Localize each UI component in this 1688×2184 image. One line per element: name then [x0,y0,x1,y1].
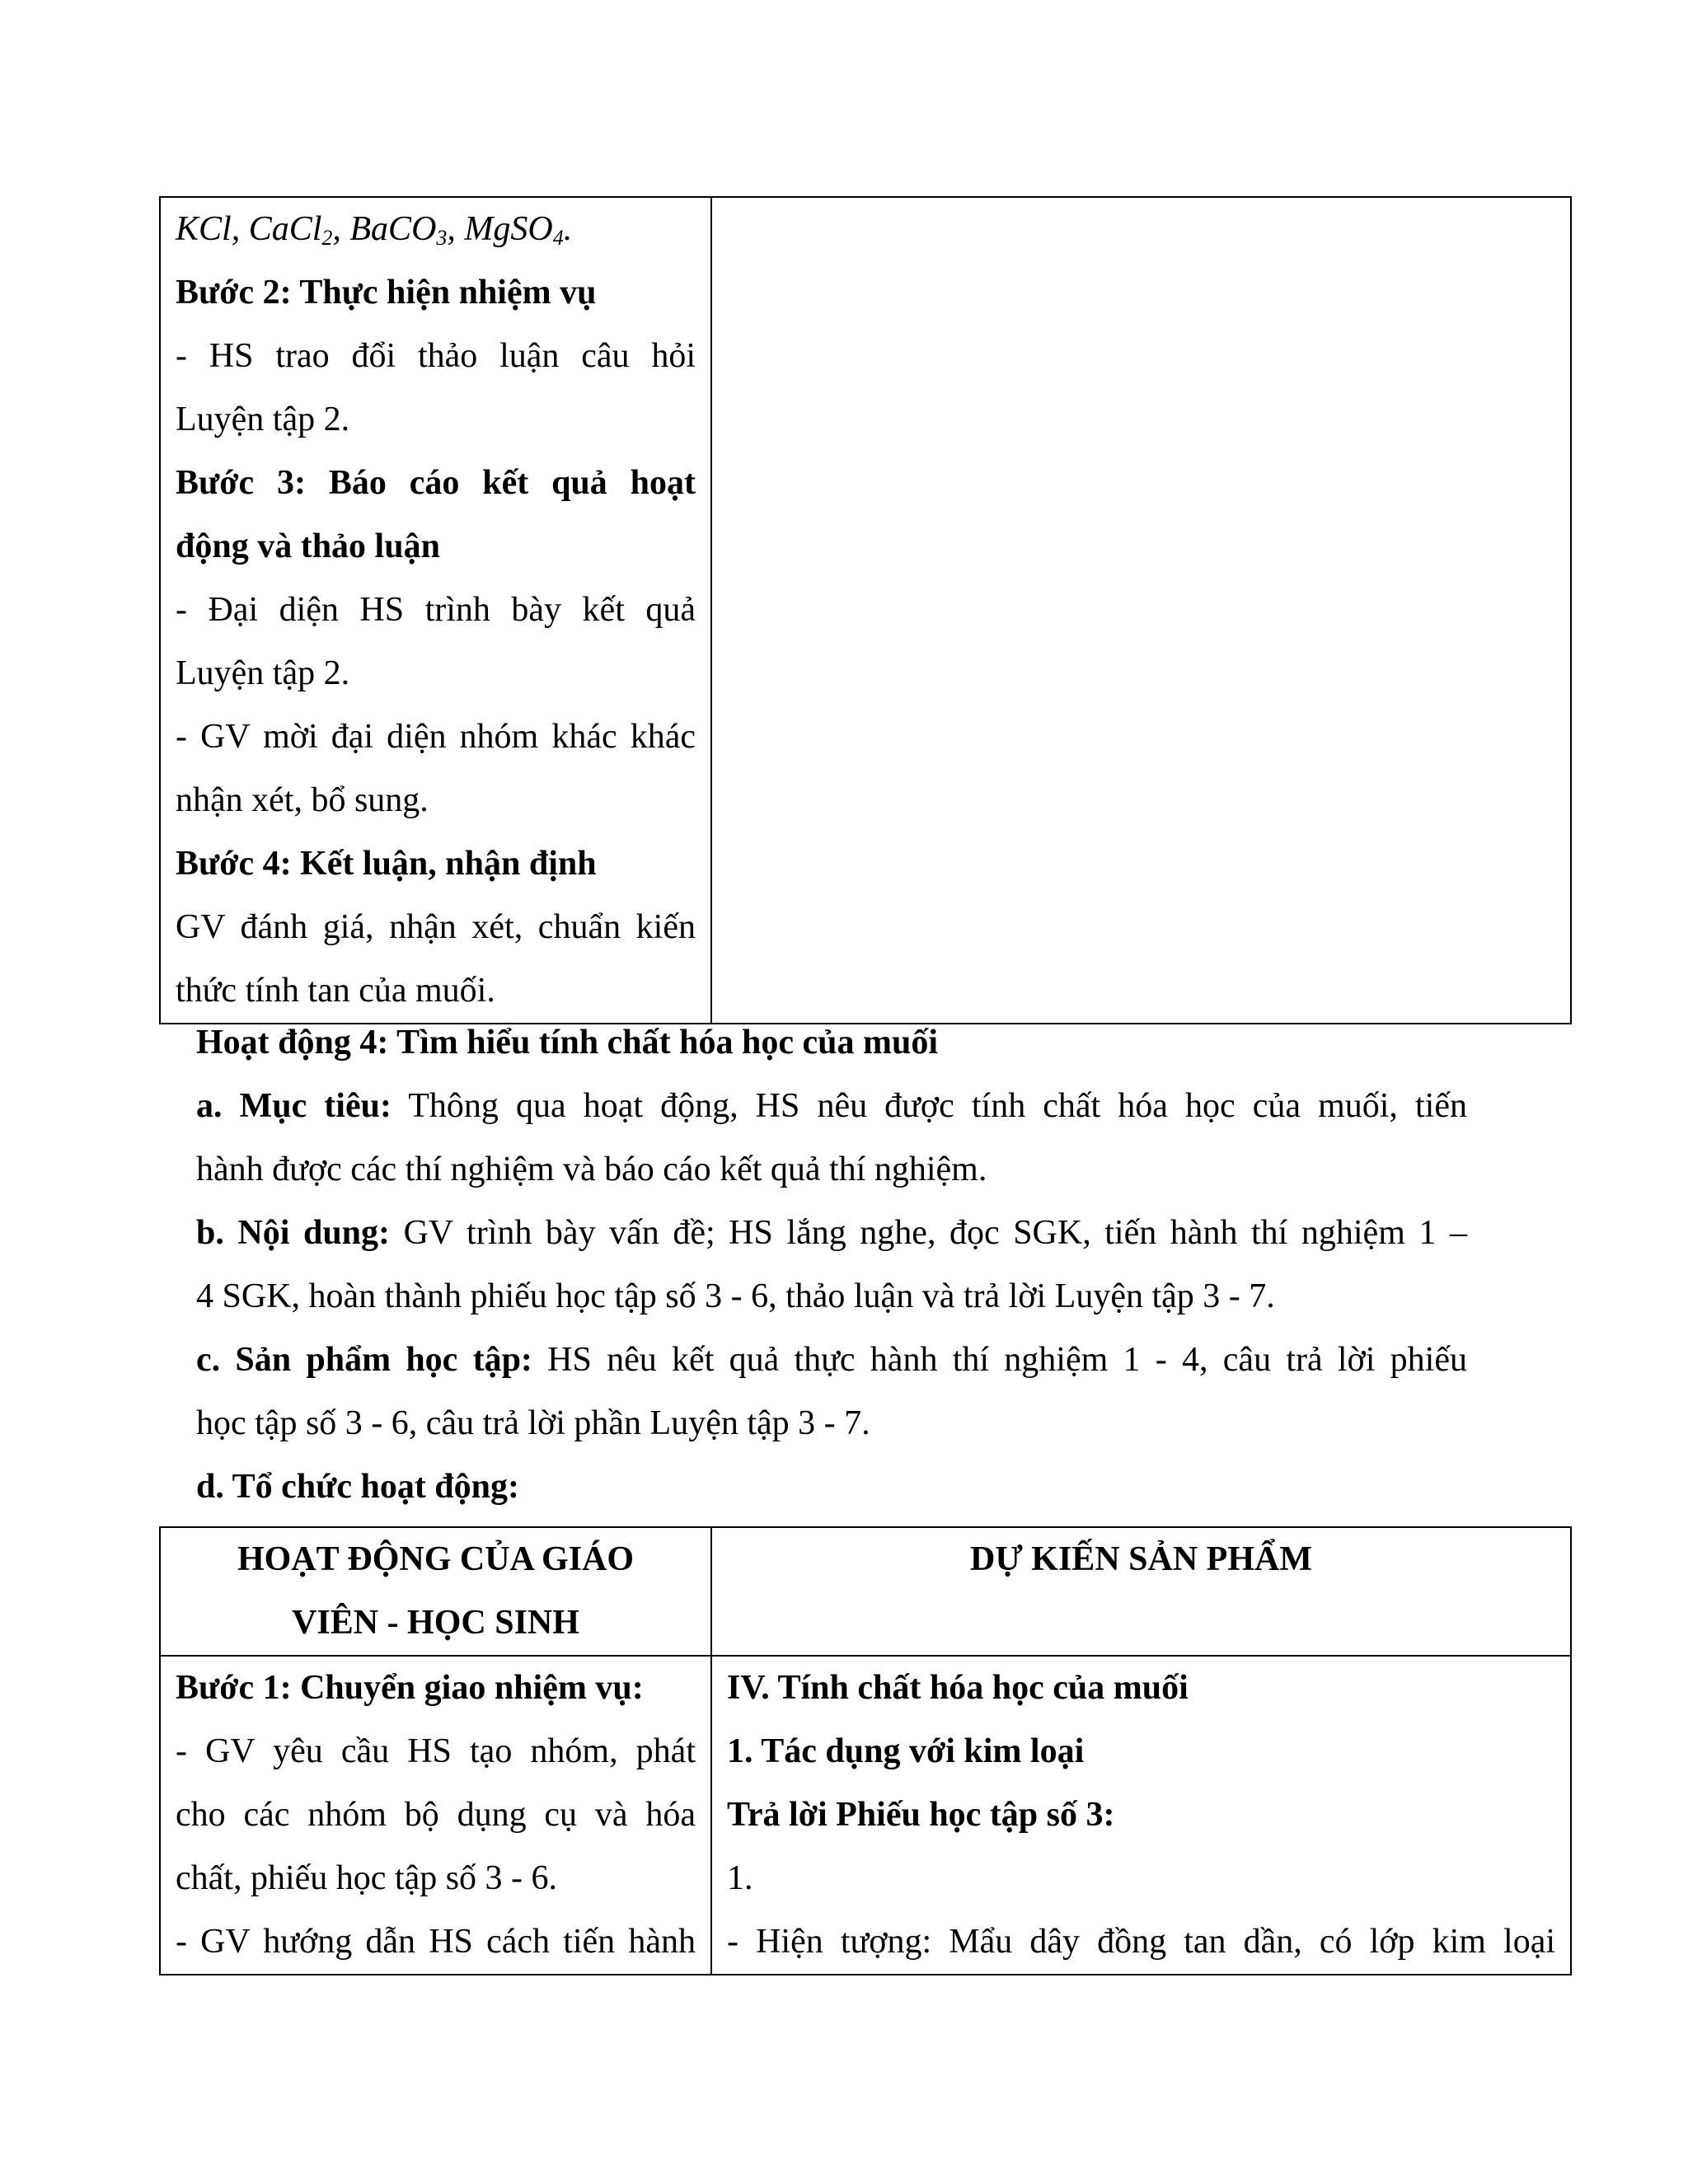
product-title: IV. Tính chất hóa học của muối [727,1669,1189,1707]
teacher-student-activity-cell [160,197,711,1024]
content-paragraph: 4 SGK, hoàn thành phiếu học tập số 3 - 6, thảo luận và trả lời Luyện tập 3 - 7. [196,1277,1275,1315]
objective-paragraph: hành được các thí nghiệm và báo cáo kết quả thí nghiệm. [196,1151,987,1188]
phenomenon-text: - Hiện tượng: Mẩu dây đồng tan dần, có lớp kim loại [727,1923,1555,1961]
step-1-text: - GV yêu cầu HS tạo nhóm, phát [176,1732,696,1770]
step-1-title: Bước 1: Chuyển giao nhiệm vụ: [176,1669,644,1707]
expected-product-cell [711,197,1571,1024]
step-3-text: - GV mời đại diện nhóm khác khác [176,718,696,756]
activity-4-table [159,1526,1572,1975]
content-paragraph: b. Nội dung: GV trình bày vấn đề; HS lắng nghe, đọc SGK, tiến hành thí nghiệm 1 – [196,1214,1467,1252]
step-2-text: Luyện tập 2. [176,401,350,438]
step-2-title: Bước 2: Thực hiện nhiệm vụ [176,274,597,312]
step-2-text: - HS trao đổi thảo luận câu hỏi [176,337,696,375]
step-3-text: nhận xét, bổ sung. [176,781,429,819]
step-1-text: chất, phiếu học tập số 3 - 6. [176,1859,558,1897]
product-paragraph: học tập số 3 - 6, câu trả lời phần Luyện tập 3 - 7. [196,1404,870,1442]
step-3-title: Bước 3: Báo cáo kết quả hoạt [176,464,696,502]
salt-formula-list: KCl, CaCl$_2$, BaCO$_3$, MgSO$_4$. [176,210,573,250]
activity-table-continued [159,196,1572,1024]
header-text: HOẠT ĐỘNG CỦA GIÁO [237,1540,635,1578]
step-4-title: Bước 4: Kết luận, nhận định [176,845,597,883]
header-text: VIÊN - HỌC SINH [292,1604,579,1642]
section-heading: Hoạt động 4: Tìm hiểu tính chất hóa học của muối [196,1024,939,1062]
answer-number: 1. [727,1859,753,1897]
header-text: DỰ KIẾN SẢN PHẨM [970,1540,1312,1578]
objective-paragraph: a. Mục tiêu: Thông qua hoạt động, HS nêu được tính chất hóa học của muối, tiến [196,1087,1467,1125]
organization-heading: d. Tổ chức hoạt động: [196,1468,520,1506]
expected-product-cell [711,1656,1571,1975]
header-teacher-student [160,1527,711,1656]
teacher-student-activity-cell [160,1656,711,1975]
step-4-text: thức tính tan của muối. [176,972,495,1010]
header-expected-product [711,1527,1571,1656]
step-3-text: - Đại diện HS trình bày kết quả [176,591,696,629]
worksheet-answer-title: Trả lời Phiếu học tập số 3: [727,1796,1115,1834]
activity-4-section [196,1011,1467,1519]
step-1-text: - GV hướng dẫn HS cách tiến hành [176,1923,696,1961]
product-paragraph: c. Sản phẩm học tập: HS nêu kết quả thực hành thí nghiệm 1 - 4, câu trả lời phiếu [196,1341,1467,1379]
step-4-text: GV đánh giá, nhận xét, chuẩn kiến [176,908,696,946]
step-1-text: cho các nhóm bộ dụng cụ và hóa [176,1796,696,1834]
step-3-text: Luyện tập 2. [176,654,350,692]
product-subtitle: 1. Tác dụng với kim loại [727,1732,1085,1770]
step-3-title: động và thảo luận [176,527,440,565]
